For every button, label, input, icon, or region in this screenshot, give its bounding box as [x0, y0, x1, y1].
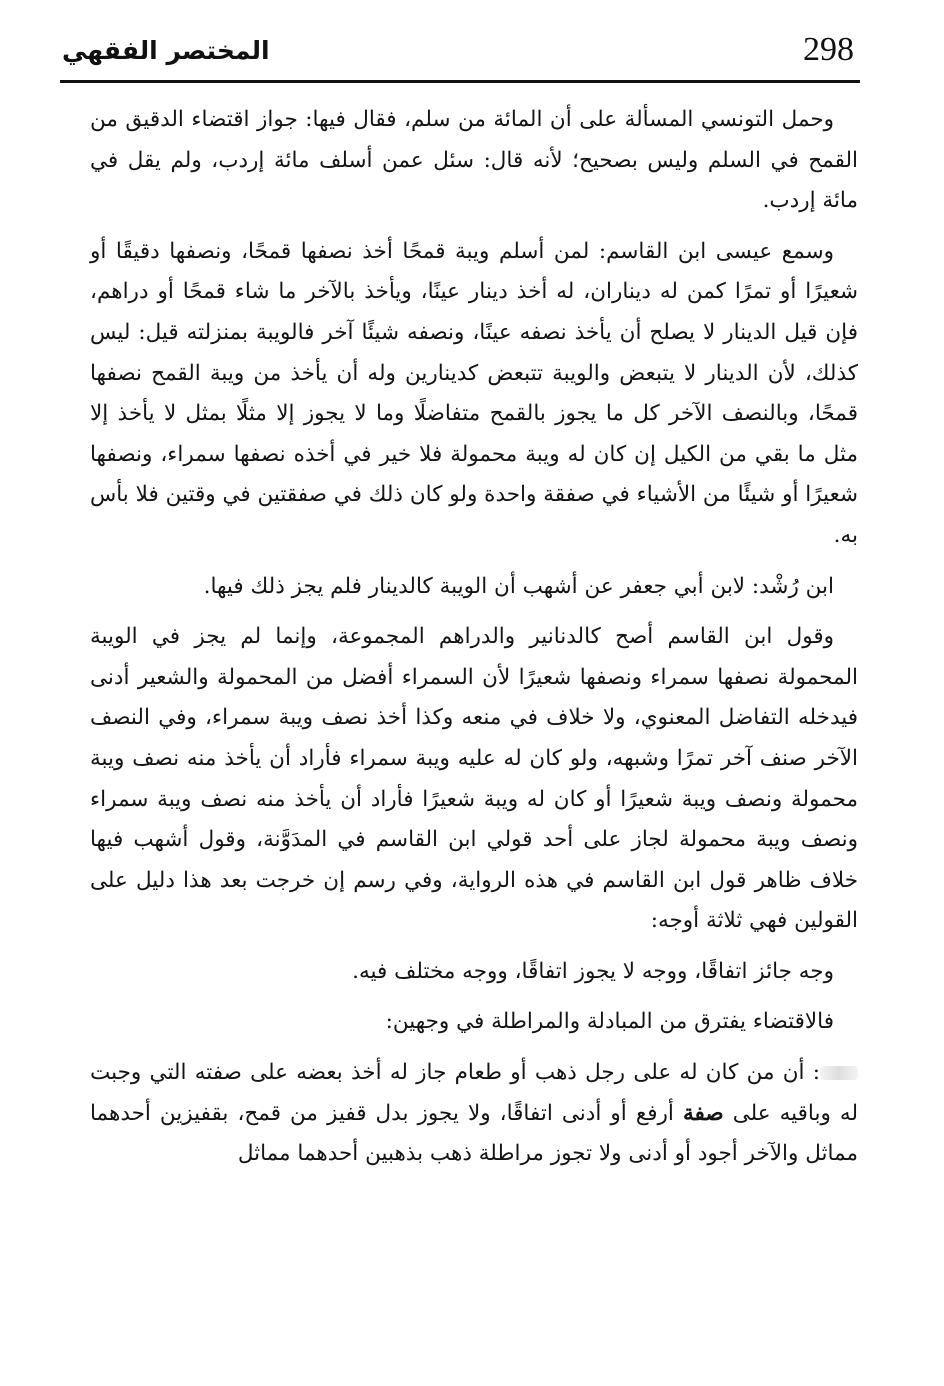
faded-heading-marker: [820, 1066, 858, 1080]
paragraph-5: وجه جائز اتفاقًا، ووجه لا يجوز اتفاقًا، ووجه مختلف فيه.: [352, 958, 834, 984]
page-number: 298: [803, 31, 854, 68]
paragraph-7-text-a: : أن من كان له على رجل ذهب أو طعام جاز له أخذ بعضه على صفته التي وجبت له وباقيه على: [90, 1060, 858, 1126]
paragraph-6: فالاقتضاء يفترق من المبادلة والمراطلة في وجهين:: [385, 1009, 834, 1035]
running-title: المختصر الفقهي: [62, 36, 270, 65]
header-rule: [60, 80, 860, 83]
paragraph-1: وحمل التونسي المسألة على أن المائة من سلم، فقال فيها: جواز اقتضاء الدقيق من القمح في السلم وليس بصحيح؛ لأنه قال: سئل عمن أسلف مائة إردب، ولم يقل في مائة إردب.: [90, 107, 858, 214]
page-header: [60, 28, 860, 80]
paragraph-2: وسمع عيسى ابن القاسم: لمن أسلم ويبة قمحًا أخذ نصفها قمحًا، ونصفها دقيقًا أو شعيرًا أو تمرًا كمن له ديناران، له أخذ دينار عينًا، ويأخذ بالآخر ما شاء قمحًا أو دراهم، فإن قيل الدينار لا يصلح أن يأخذ نصفه عينًا، ونصفه شيئًا آخر فالويبة بمنزلته قيل: ليس كذلك، لأن الدينار لا يتبعض والويبة تتبعض كدينارين وله أن يأخذ من ويبة القمح نصفها قمحًا، وبالنصف الآخر كل ما يجوز بالقمح متفاضلًا وما لا يجوز إلا مثلًا بمثل لا يأخذ إلا مثل ما بقي من الكيل إن كان له ويبة محمولة فلا خير في أخذه نصفها سمراء، ونصفها شعيرًا أو شيئًا من الأشياء في صفقة واحدة ولو كان ذلك في صفقتين في وقتين فلا بأس به.: [90, 238, 858, 548]
paragraph-7-text-b: أرفع أو أدنى اتفاقًا، ولا يجوز بدل قفيز من قمح، بقفيزين أحدهما مماثل والآخر أجود أو أدنى ولا تجوز مراطلة ذهب بذهبين أحدهما مماثل: [90, 1100, 858, 1167]
paragraph-7: [90, 1053, 858, 1175]
paragraph-4: وقول ابن القاسم أصح كالدنانير والدراهم المجموعة، وإنما لم يجز في الويبة المحمولة نصفها سمراء ونصفها شعيرًا لأن السمراء أفضل من المحمولة والشعير أدنى فيدخله التفاضل المعنوي، ولا خلاف في منعه وكذا أخذ نصف ويبة سمراء، وفي النصف الآخر صنف آخر تمرًا وشبهه، ولو كان له عليه ويبة سمراء فأراد أن يأخذ منه نصف ويبة محمولة ونصف ويبة شعيرًا أو كان له ويبة شعيرًا فأراد أن يأخذ منه نصف ويبة سمراء ونصف ويبة محمولة لجاز على أحد قولي ابن القاسم في المدَوَّنة، وقول أشهب فيها خلاف ظاهر قول ابن القاسم في هذه الرواية، وفي رسم إن خرجت بعد هذا دليل على القولين فهي ثلاثة أوجه:: [90, 624, 858, 934]
bold-word: صفة: [682, 1100, 724, 1126]
paragraph-3: ابن رُشْد: لابن أبي جعفر عن أشهب أن الويبة كالدينار فلم يجز ذلك فيها.: [203, 573, 834, 599]
main-text: [90, 100, 858, 1175]
